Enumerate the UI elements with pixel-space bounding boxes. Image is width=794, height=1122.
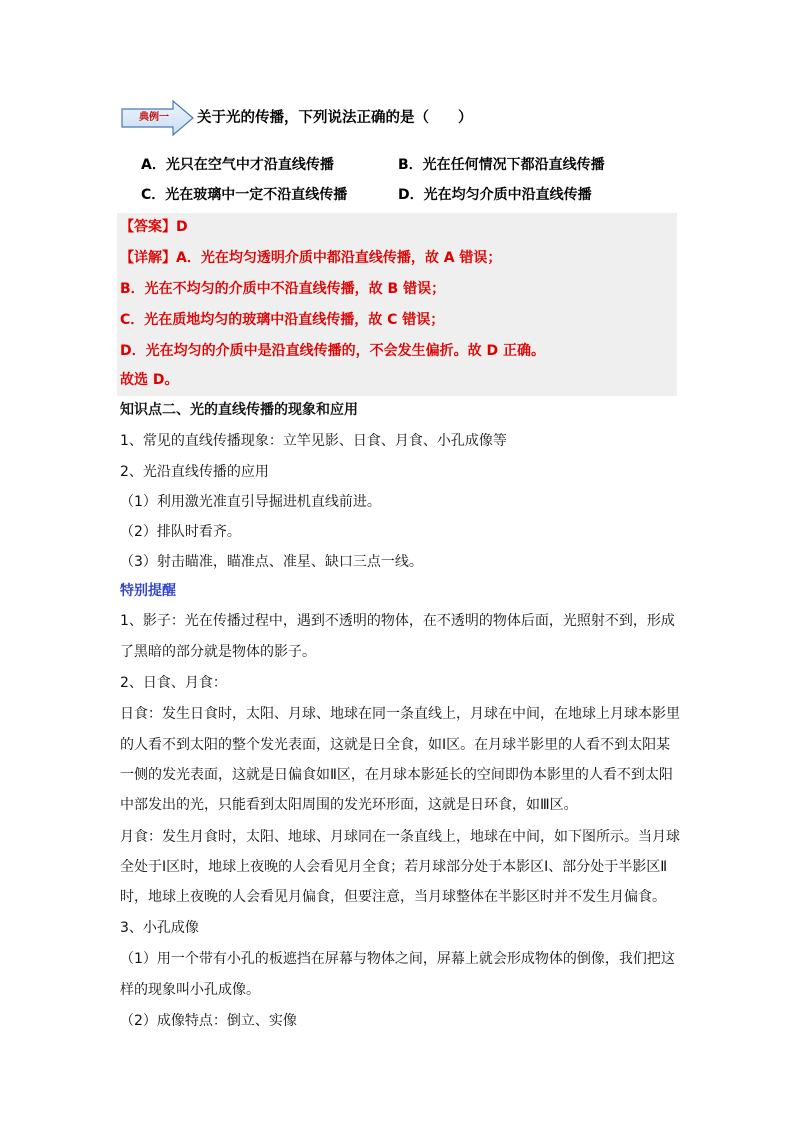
tip-line: 一侧的发光表面，这就是日偏食如Ⅱ区，在月球本影延长的空间即伪本影里的人看不到太阳 xyxy=(120,767,673,783)
section-line: （1）利用激光准直引导掘进机直线前进。 xyxy=(120,494,381,510)
question-text: 关于光的传播，下列说法正确的是（ ） xyxy=(197,110,473,126)
tip-line: 时，地球上夜晚的人会看见月偏食，但要注意，当月球整体在半影区时并不发生月偏食。 xyxy=(120,889,666,905)
example-header xyxy=(121,100,681,136)
tip-line: 1、影子：光在传播过程中，遇到不透明的物体，在不透明的物体后面，光照射不到，形成 xyxy=(120,613,675,629)
option-c: C．光在玻璃中一定不沿直线传播 xyxy=(141,187,348,203)
option-b: B．光在任何情况下都沿直线传播 xyxy=(398,157,605,173)
tip-line: 中部发出的光，只能看到太阳周围的发光环形面，这就是日环食，如Ⅲ区。 xyxy=(120,797,578,813)
answer-detail-line: B．光在不均匀的介质中不沿直线传播，故 B 错误； xyxy=(120,281,446,297)
section-line: （2）排队时看齐。 xyxy=(120,524,241,540)
tip-line: 了黑暗的部分就是物体的影子。 xyxy=(120,644,316,660)
answer-label: 【答案】D xyxy=(120,219,188,235)
tip-title: 特别提醒 xyxy=(120,583,176,599)
tip-line: 3、小孔成像 xyxy=(120,920,199,936)
tip-line: 2、日食、月食： xyxy=(120,675,227,691)
answer-detail-line: C．光在质地均匀的玻璃中沿直线传播，故 C 错误； xyxy=(120,312,445,328)
section-line: （3）射击瞄准，瞄准点、准星、缺口三点一线。 xyxy=(120,554,423,570)
tip-line: 的人看不到太阳的整个发光表面，这就是日全食，如Ⅰ区。在月球半影里的人看不到太阳某 xyxy=(120,737,671,753)
option-d: D．光在均匀介质中沿直线传播 xyxy=(398,187,592,203)
answer-box xyxy=(117,213,677,396)
answer-detail-line: D．光在均匀的介质中是沿直线传播的，不会发生偏折。故 D 正确。 xyxy=(120,343,545,359)
answer-conclusion: 故选 D。 xyxy=(120,372,179,388)
section-line: 2、光沿直线传播的应用 xyxy=(120,464,269,480)
section-line: 1、常见的直线传播现象：立竿见影、日食、月食、小孔成像等 xyxy=(120,433,507,449)
tip-line: 全处于Ⅰ区时，地球上夜晚的人会看见月全食；若月球部分处于本影区Ⅰ、部分处于半影区Ⅱ xyxy=(120,859,668,875)
tip-line: 样的现象叫小孔成像。 xyxy=(120,982,260,998)
example-badge xyxy=(121,100,195,136)
tip-line: （2）成像特点：倒立、实像 xyxy=(120,1013,297,1029)
answer-detail-line: 【详解】A．光在均匀透明介质中都沿直线传播，故 A 错误； xyxy=(120,250,502,266)
tip-line: 月食：发生月食时，太阳、地球、月球同在一条直线上，地球在中间，如下图所示。当月球 xyxy=(120,829,680,845)
badge-label: 典例一 xyxy=(139,112,169,123)
section-title: 知识点二、光的直线传播的现象和应用 xyxy=(120,402,358,418)
tip-line: 日食：发生日食时，太阳、月球、地球在同一条直线上，月球在中间，在地球上月球本影里 xyxy=(120,706,680,722)
tip-line: （1）用一个带有小孔的板遮挡在屏幕与物体之间，屏幕上就会形成物体的倒像，我们把这 xyxy=(120,951,675,967)
option-a: A．光只在空气中才沿直线传播 xyxy=(141,157,334,173)
